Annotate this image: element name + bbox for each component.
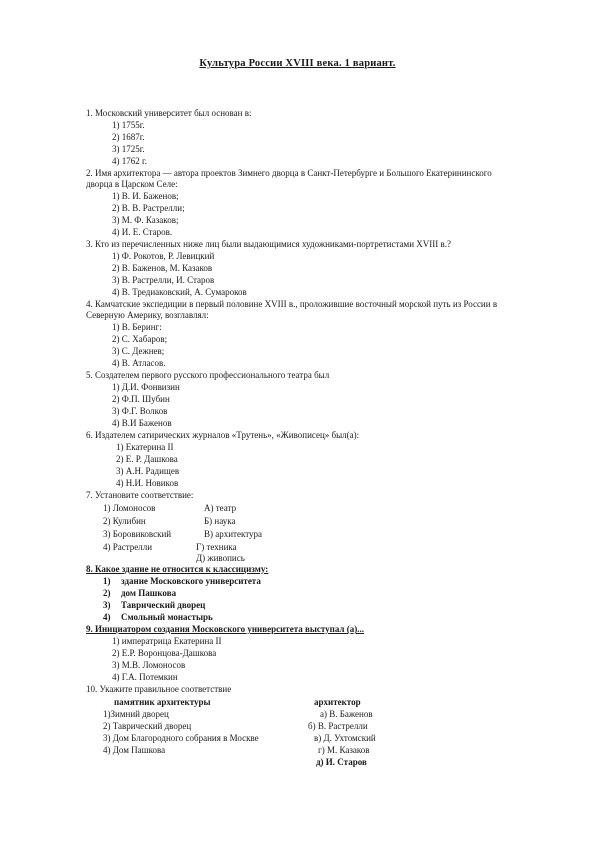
q3-option-3: 3) В. Растрелли, И. Старов (112, 275, 215, 285)
q7-left-2: 2) Кулибин (103, 516, 146, 526)
q4-option-4: 4) В. Атласов. (112, 358, 166, 368)
question-4-line-2: Северную Америку, возглавлял: (86, 310, 209, 320)
q10-right-v: в) Д. Ухтомский (314, 733, 376, 743)
question-1: 1. Московский университет был основан в: (86, 108, 252, 118)
q1-option-1: 1) 1755г. (112, 120, 145, 130)
q8-number-1: 1) (103, 576, 111, 586)
q4-option-1: 1) В. Беринг: (112, 322, 162, 332)
q8-option-2: дом Пашкова (121, 588, 177, 598)
q8-option-1: здание Московского университета (121, 576, 261, 586)
question-9: 9. Инициатором создания Московского университета выступал (а)... (86, 624, 364, 634)
q7-left-1: 1) Ломоносов (103, 503, 156, 513)
page-title: Культура России XVIII века. 1 вариант. (199, 58, 396, 69)
q10-right-a: а) В. Баженов (320, 709, 373, 719)
q1-option-4: 4) 1762 г. (112, 156, 147, 166)
q5-option-2: 2) Ф.П. Шубин (112, 394, 170, 404)
q10-right-g: г) М. Казаков (318, 745, 370, 755)
q5-option-1: 1) Д.И. Фонвизин (112, 382, 180, 392)
question-2-line-2: дворца в Царском Селе: (86, 179, 178, 189)
q8-number-2: 2) (103, 588, 111, 598)
q7-left-4: 4) Растрелли (103, 542, 153, 552)
q8-number-3: 3) (103, 600, 111, 610)
question-3: 3. Кто из перечисленных ниже лиц были выдающимися художниками-портретистами XVIII в.? (86, 239, 452, 249)
q3-option-4: 4) В. Тредиаковский, А. Сумароков (112, 287, 247, 297)
question-5: 5. Создателем первого русского профессионального театра был (86, 370, 330, 380)
q9-option-4: 4) Г.А. Потемкин (112, 672, 178, 682)
q9-option-1: 1) императрица Екатерина II (112, 636, 222, 646)
q1-option-3: 3) 1725г. (112, 144, 145, 154)
q4-option-3: 3) С. Дежнев; (112, 346, 165, 356)
q7-right-b: Б) наука (204, 516, 236, 526)
q1-option-2: 2) 1687г. (112, 132, 145, 142)
q10-header-monument: памятник архитектуры (114, 697, 211, 707)
q7-right-v: В) архитектура (204, 529, 263, 539)
q2-option-4: 4) И. Е. Старов. (112, 227, 173, 237)
q6-option-1: 1) Екатерина II (116, 442, 174, 452)
q10-left-1: 1)Зимний дворец (103, 709, 169, 719)
q10-left-2: 2) Таврический дворец (103, 721, 192, 731)
q7-right-d: Д) живопись (196, 553, 245, 563)
q4-option-2: 2) С. Хабаров; (112, 334, 168, 344)
question-10: 10. Укажите правильное соответствие (86, 684, 232, 694)
q10-right-d: д) И. Старов (316, 757, 367, 767)
q6-option-4: 4) Н.И. Новиков (116, 478, 179, 488)
question-2-line-1: 2. Имя архитектора — автора проектов Зимнего дворца в Санкт-Петербурге и Большого Екатерининского (86, 168, 492, 178)
question-8: 8. Какое здание не относится к классицизму: (86, 564, 269, 574)
q7-right-g: Г) техника (196, 542, 237, 552)
question-7: 7. Установите соответствие: (86, 490, 194, 500)
q3-option-2: 2) В. Баженов, М. Казаков (112, 263, 213, 273)
q9-option-3: 3) М.В. Ломоносов (112, 660, 186, 670)
q5-option-3: 3) Ф.Г. Волков (112, 406, 168, 416)
q8-option-3: Таврический дворец (121, 600, 206, 610)
q6-option-2: 2) Е. Р. Дашкова (116, 454, 178, 464)
q7-right-a: А) театр (204, 503, 237, 513)
q8-option-4: Смольный монастырь (121, 612, 213, 622)
q9-option-2: 2) Е.Р. Воронцова-Дашкова (112, 648, 217, 658)
q2-option-2: 2) В. В. Растрелли; (112, 203, 185, 213)
q6-option-3: 3) А.Н. Радищев (116, 466, 180, 476)
q10-header-architect: архитектор (314, 697, 361, 707)
question-6: 6. Издателем сатирических журналов «Трутень», «Живописец» был(а): (86, 430, 360, 440)
q5-option-4: 4) В.И Баженов (112, 418, 172, 428)
q10-right-b: б) В. Растрелли (308, 721, 368, 731)
q8-number-4: 4) (103, 612, 111, 622)
q10-left-4: 4) Дом Пашкова (103, 745, 166, 755)
q2-option-1: 1) В. И. Баженов; (112, 191, 179, 201)
q2-option-3: 3) М. Ф. Казаков; (112, 215, 179, 225)
q10-left-3: 3) Дом Благородного собрания в Москве (103, 733, 259, 743)
question-4-line-1: 4. Камчатские экспедиции в первый половине XVIII в., проложившие восточный морской путь из России в (86, 299, 498, 309)
q3-option-1: 1) Ф. Рокотов, Р. Левицкий (112, 251, 215, 261)
q7-left-3: 3) Боровиковский (103, 529, 172, 539)
